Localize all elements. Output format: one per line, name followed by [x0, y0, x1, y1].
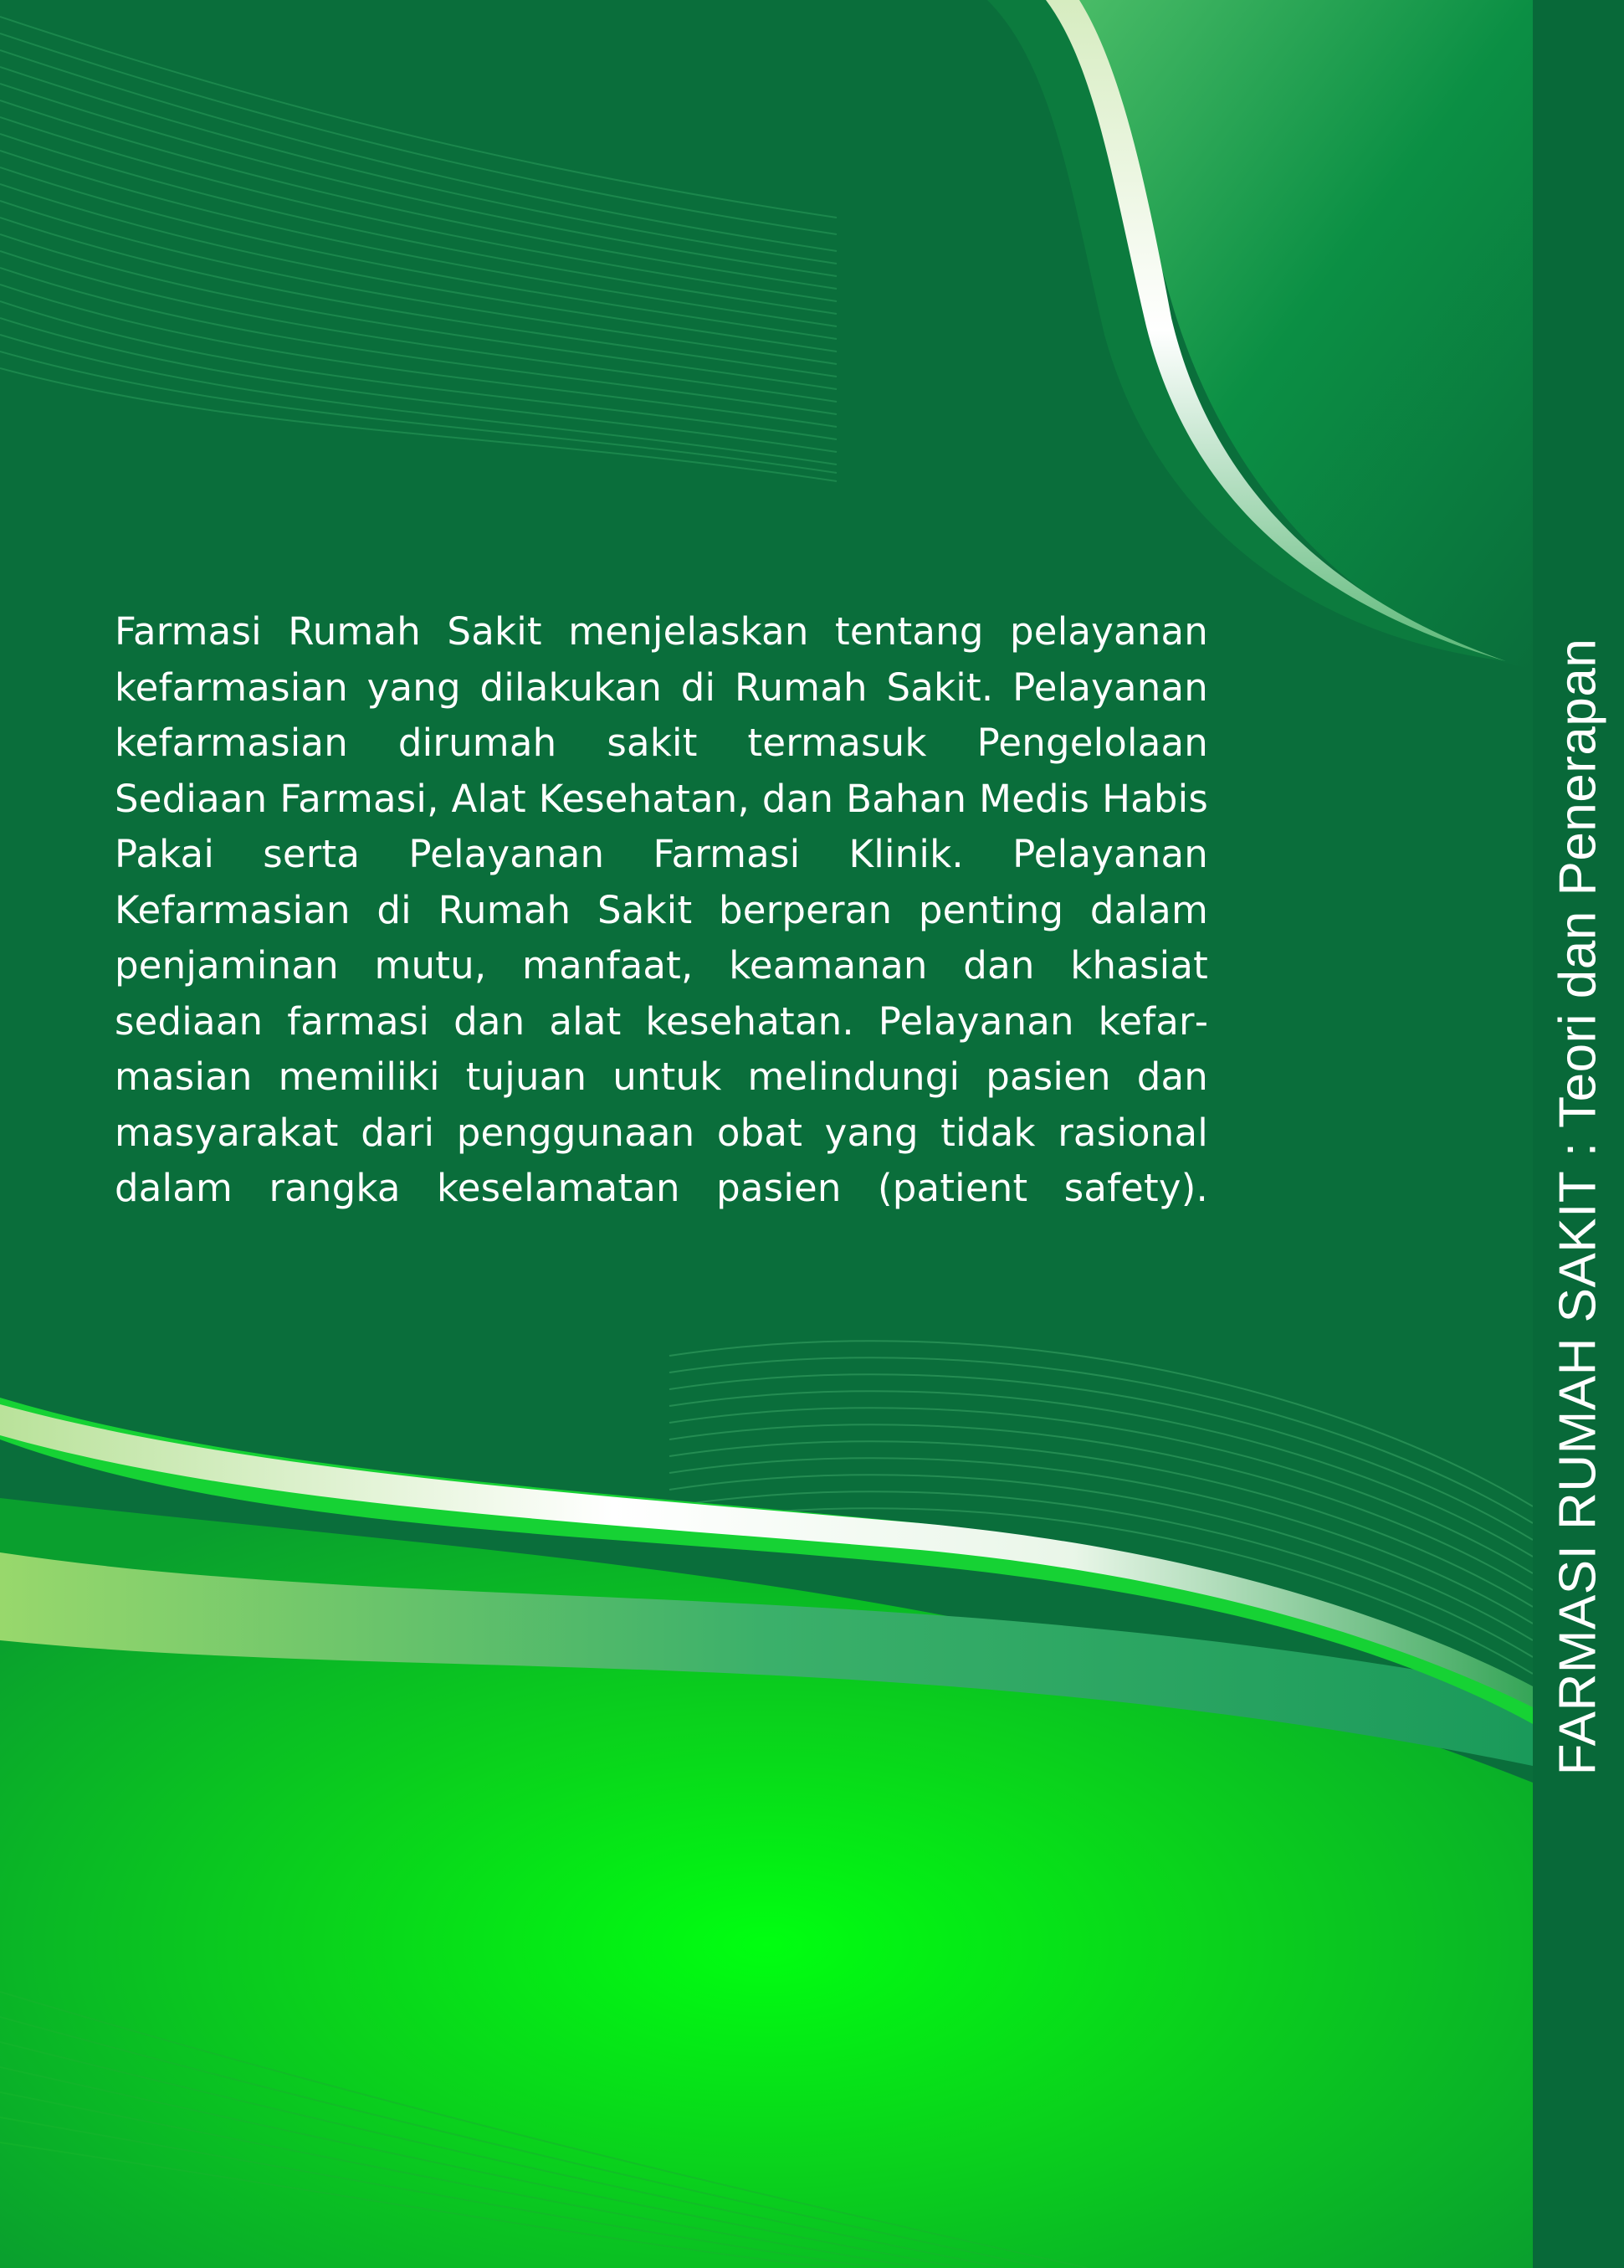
- back-cover-description: Farmasi Rumah Sakit menjelaskan tentang pelayanan kefarmasian yang dilakukan di Rumah Sakit. Pelayanan kefarmasian dirumah sakit termasuk Pengelolaan Sediaan Farmasi, Alat Kesehatan, dan Bahan Medis Habis Pakai serta Pelayanan Farmasi Klinik. Pelayanan Kefarmasian di Rumah Sakit berperan penting dalam penjaminan mutu, manfaat, keamanan dan khasiat sediaan farmasi dan alat kesehatan. Pelayanan kefarmasian memiliki tujuan untuk melindungi pasien dan masyarakat dari penggunaan obat yang tidak rasional dalam rangka keselamatan pasien (patient safety).: [115, 609, 1208, 1210]
- spine-title: FARMASI RUMAH SAKIT : Teori dan Penerapan: [1549, 638, 1607, 1776]
